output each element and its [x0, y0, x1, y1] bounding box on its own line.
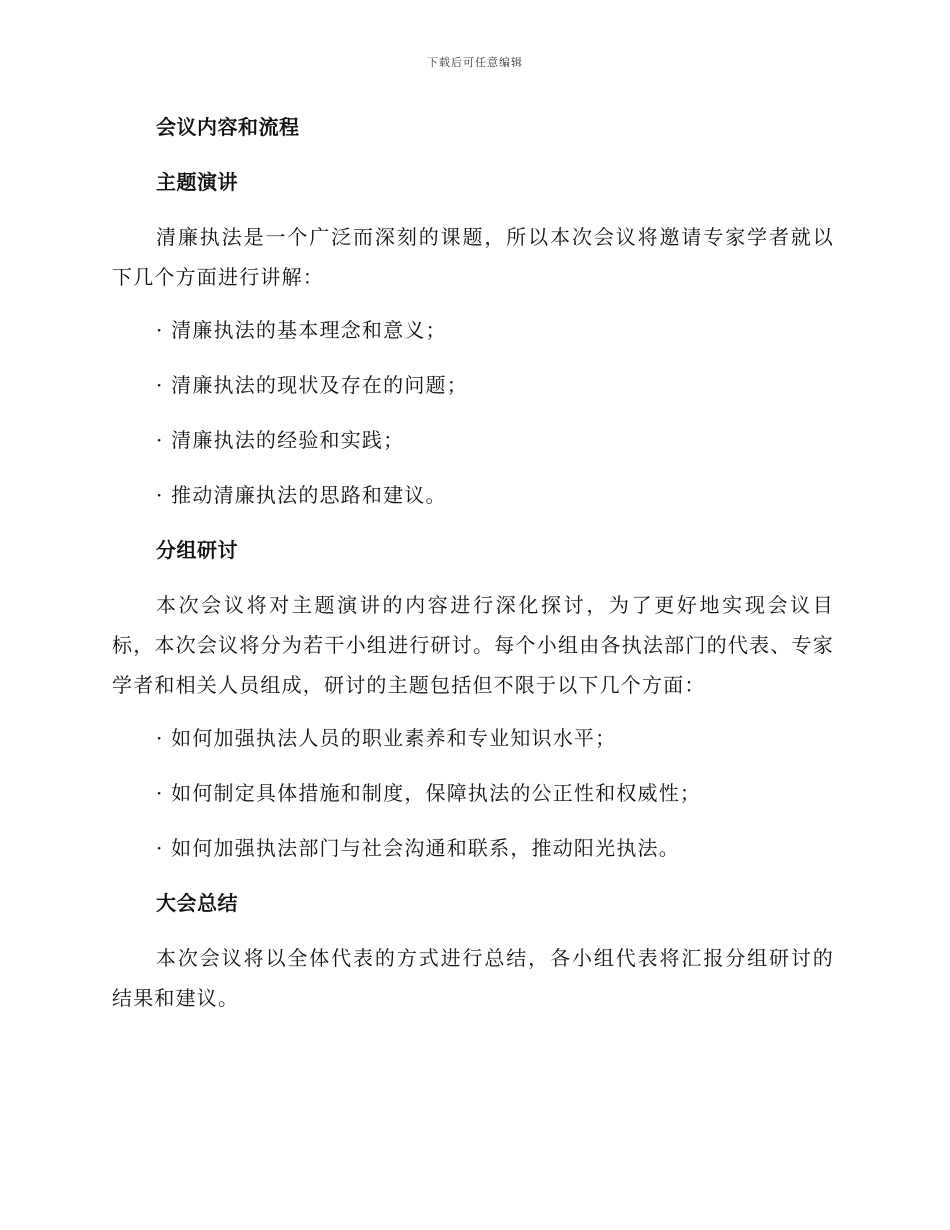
section-title: 会议内容和流程: [156, 115, 300, 139]
group-bullet-3: · 如何加强执法部门与社会沟通和联系，推动阳光执法。: [156, 836, 680, 860]
keynote-bullet-1: · 清廉执法的基本理念和意义；: [156, 318, 447, 342]
document-body: [112, 112, 834, 1018]
keynote-bullet-4: · 推动清廉执法的思路和建议。: [156, 483, 447, 507]
group-intro: 本次会议将对主题演讲的内容进行深化探讨，为了更好地实现会议目标，本次会议将分为若干小组进行研讨。每个小组由各执法部门的代表、专家学者和相关人员组成，研讨的主题包括但不限于以下几个方面：: [112, 593, 834, 697]
summary-heading: 大会总结: [156, 891, 238, 915]
summary-text: 本次会议将以全体代表的方式进行总结，各小组代表将汇报分组研讨的结果和建议。: [112, 946, 834, 1010]
group-bullet-1: · 如何加强执法人员的职业素养和专业知识水平；: [156, 726, 617, 750]
group-heading: 分组研讨: [156, 538, 238, 562]
keynote-intro: 清廉执法是一个广泛而深刻的课题，所以本次会议将邀请专家学者就以下几个方面进行讲解：: [112, 225, 834, 289]
keynote-heading: 主题演讲: [156, 170, 238, 194]
keynote-bullet-3: · 清廉执法的经验和实践；: [156, 428, 405, 452]
page-header: 下载后可任意编辑: [427, 56, 523, 69]
group-bullet-2: · 如何制定具体措施和制度，保障执法的公正性和权威性；: [156, 781, 702, 805]
keynote-bullet-2: · 清廉执法的现状及存在的问题；: [156, 373, 468, 397]
